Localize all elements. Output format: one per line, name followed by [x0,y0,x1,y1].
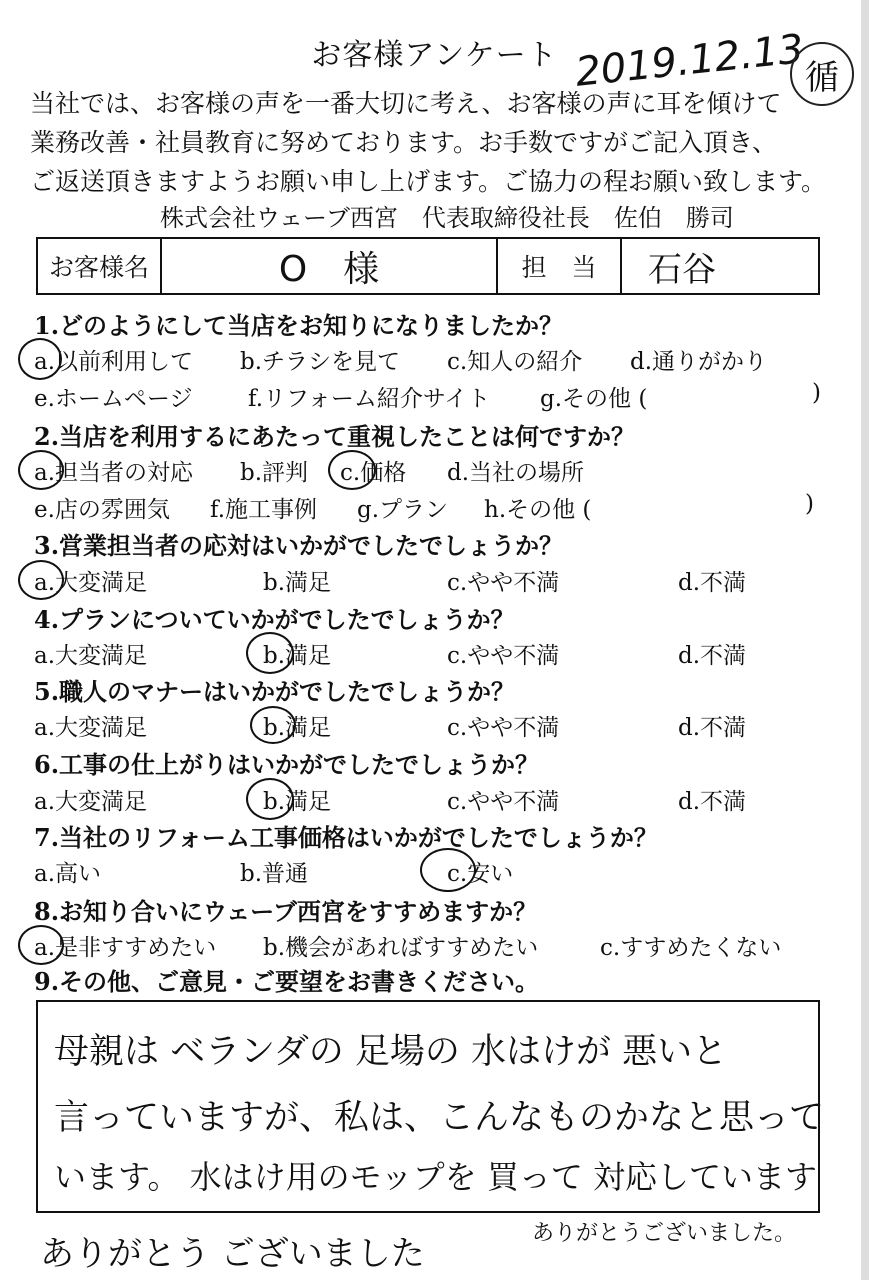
question-9: 9.その他、ご意見・ご要望をお書きください。 [34,967,540,996]
q1-option-e[interactable]: e.ホームページ [34,386,193,412]
comment-box[interactable] [36,1000,825,1213]
q2-option-e[interactable]: e.店の雰囲気 [34,497,170,523]
q2-option-d[interactable]: d.当社の場所 [447,460,585,486]
q5-option-b[interactable]: b.満足 [263,715,332,741]
q7-answer-circle [420,848,476,892]
question-5: 5.職人のマナーはいかがでしたでしょうか？ [34,677,516,706]
q6-answer-circle [246,778,294,820]
q2-option-a[interactable]: a.担当者の対応 [34,460,194,486]
company-signature: 株式会社ウェーブ西宮 代表取締役社長 佐伯 勝司 [160,204,734,232]
q7-option-b[interactable]: b.普通 [240,861,309,887]
q5-option-c[interactable]: c.やや不満 [447,715,560,741]
q2-paren-close: ) [805,491,814,517]
q7-option-a[interactable]: a.高い [34,861,102,887]
q1-paren-close: ) [812,380,821,406]
intro-text: 当社では、お客様の声を一番大切に考え、お客様の声に耳を傾けて 業務改善・社員教育に努めております。お手数ですがご記入頂き、 ご返送頂きますようお願い申し上げます。ご協力の程お願い致します。 [30,89,827,196]
q1-option-d[interactable]: d.通りがかり [630,349,768,375]
scan-edge [861,0,869,1280]
question-8: 8.お知り合いにウェーブ西宮をすすめますか？ [34,897,538,926]
q2-answer-circle-a [18,450,64,490]
q7-option-c[interactable]: c.安い [447,861,514,887]
question-7: 7.当社のリフォーム工事価格はいかがでしたでしょうか？ [34,823,658,852]
q4-option-c[interactable]: c.やや不満 [447,643,560,669]
customer-info-table [36,237,820,295]
comment-line-1: 母親は ベランダの 足場の 水はけが 悪いと [54,1032,728,1072]
q3-option-b[interactable]: b.満足 [263,570,332,596]
q2-option-h[interactable]: h.その他 ( [484,497,592,523]
q3-option-d[interactable]: d.不満 [678,570,747,596]
q5-answer-circle [250,706,296,744]
q2-answer-circle-c [328,450,376,490]
q4-option-d[interactable]: d.不満 [678,643,747,669]
q3-answer-circle [18,560,64,600]
question-3: 3.営業担当者の応対はいかがでしたでしょうか？ [34,531,564,560]
question-2: 2.当店を利用するにあたって重視したことは何ですか？ [34,422,636,451]
q5-option-a[interactable]: a.大変満足 [34,715,148,741]
staff-label: 担 当 [498,239,622,293]
q6-option-d[interactable]: d.不満 [678,789,747,815]
q8-option-c[interactable]: c.すすめたくない [600,935,782,961]
question-4: 4.プランについていかがでしたでしょうか？ [34,605,515,634]
q1-option-b[interactable]: b.チラシを見て [240,349,401,375]
q4-option-a[interactable]: a.大変満足 [34,643,148,669]
comment-line-3: います。 水はけ用のモップを 買って 対応しています [54,1158,817,1196]
q2-option-c[interactable]: c.価格 [340,460,407,486]
handwritten-date: 2019.12.13 [573,26,806,96]
q6-option-c[interactable]: c.やや不満 [447,789,560,815]
handwritten-thanks: ありがとう ございました [40,1234,425,1274]
q3-option-c[interactable]: c.やや不満 [447,570,560,596]
q8-option-a[interactable]: a.是非すすめたい [34,935,217,961]
staff-stamp: 循 [790,42,854,106]
q8-answer-circle [18,925,64,965]
question-6: 6.工事の仕上がりはいかがでしたでしょうか？ [34,750,540,779]
q5-option-d[interactable]: d.不満 [678,715,747,741]
q4-answer-circle [246,632,294,674]
q1-option-a[interactable]: a.以前利用して [34,349,194,375]
name-value[interactable]: O 様 [162,239,498,293]
form-title: お客様アンケート [311,38,558,73]
q1-option-g[interactable]: g.その他 ( [540,386,648,412]
q2-option-g[interactable]: g.プラン [357,497,449,523]
q8-option-b[interactable]: b.機会があればすすめたい [263,935,539,961]
staff-value[interactable]: 石谷 [648,249,716,290]
q6-option-b[interactable]: b.満足 [263,789,332,815]
q4-option-b[interactable]: b.満足 [263,643,332,669]
question-1: 1.どのようにして当店をお知りになりましたか？ [34,311,564,340]
q1-option-c[interactable]: c.知人の紹介 [447,349,583,375]
q1-option-f[interactable]: f.リフォーム紹介サイト [248,386,491,412]
q1-answer-circle [18,338,62,380]
q2-option-f[interactable]: f.施工事例 [210,497,318,523]
q3-option-a[interactable]: a.大変満足 [34,570,148,596]
q2-option-b[interactable]: b.評判 [240,460,309,486]
printed-thanks: ありがとうございました。 [532,1221,797,1246]
q6-option-a[interactable]: a.大変満足 [34,789,148,815]
name-label: お客様名 [38,239,162,293]
comment-line-2: 言っていますが、私は、こんなものかなと思って [54,1098,825,1138]
